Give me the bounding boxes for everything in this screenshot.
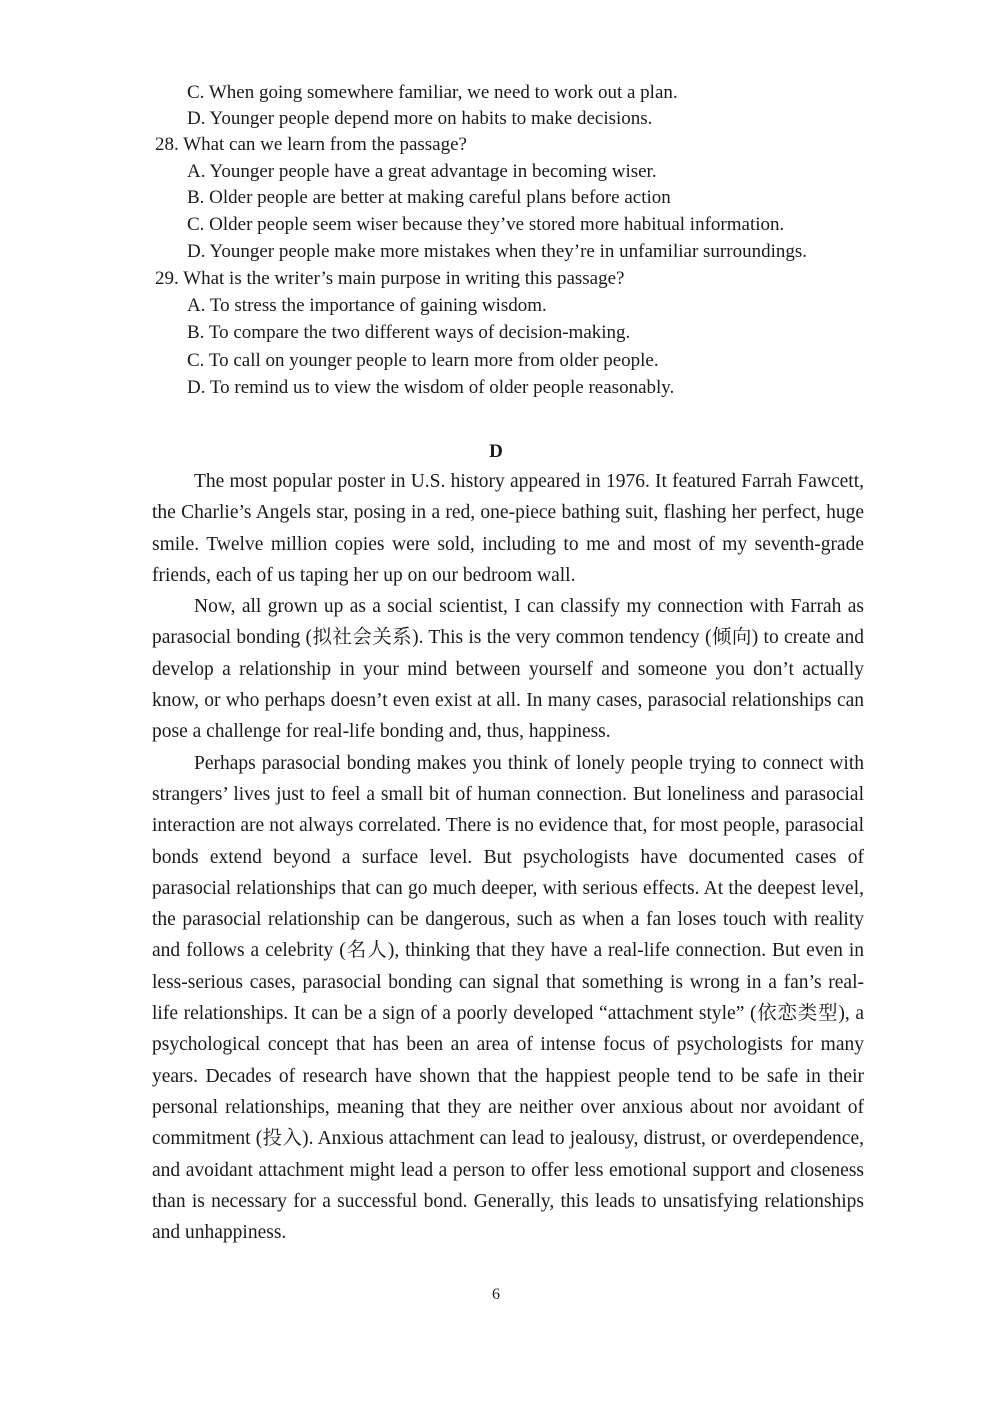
passage-paragraph: The most popular poster in U.S. history appeared in 1976. It featured Farrah Fawcett, the Charlie’s Angels star, posing in a red, one-piece bathing suit, flashing her perfect, huge smile. Twelve million copies were sold, including to me and most of my seventh-grade friends, each of us taping her up on our bedroom wall.	[152, 471, 864, 586]
q28-option-a: A. Younger people have a great advantage in becoming wiser.	[187, 161, 657, 182]
reading-passage	[152, 466, 864, 1248]
q28-option-d: D. Younger people make more mistakes when they’re in unfamiliar surroundings.	[187, 241, 808, 262]
question-28-stem: 28. What can we learn from the passage?	[155, 134, 467, 155]
q29-option-c: C. To call on younger people to learn more from older people.	[187, 350, 659, 371]
q27-option-d: D. Younger people depend more on habits to make decisions.	[187, 108, 653, 129]
q28-option-b: B. Older people are better at making careful plans before action	[187, 187, 671, 208]
question-29-stem: 29. What is the writer’s main purpose in writing this passage?	[155, 268, 625, 289]
passage-paragraph: Perhaps parasocial bonding makes you think of lonely people trying to connect with strangers’ lives just to feel a small bit of human connection. But loneliness and parasocial interaction are not always correlated. There is no evidence that, for most people, parasocial bonds extend beyond a surface level. But psychologists have documented cases of parasocial relationships that can go much deeper, with serious effects. At the deepest level, the parasocial relationship can be dangerous, such as when a fan loses touch with reality and follows a celebrity (名人), thinking that they have a real-life connection. But even in less-serious cases, parasocial bonding can signal that something is wrong in a fan’s real-life relationships. It can be a sign of a poorly developed “attachment style” (依恋类型), a psychological concept that has been an area of intense focus of psychologists for many years. Decades of research have shown that the happiest people tend to be safe in their personal relationships, meaning that they are neither over anxious about nor avoidant of commitment (投入). Anxious attachment can lead to jealousy, distrust, or overdependence, and avoidant attachment might lead a person to offer less emotional support and closeness than is necessary for a successful bond. Generally, this leads to unsatisfying relationships and unhappiness.	[152, 752, 864, 1244]
section-title: D	[489, 441, 503, 462]
q29-option-a: A. To stress the importance of gaining wisdom.	[187, 295, 547, 316]
q29-option-b: B. To compare the two different ways of decision-making.	[187, 322, 631, 343]
page-number: 6	[492, 1286, 500, 1303]
q28-option-c: C. Older people seem wiser because they’ve stored more habitual information.	[187, 214, 785, 235]
q27-option-c: C. When going somewhere familiar, we need to work out a plan.	[187, 82, 678, 103]
passage-paragraph: Now, all grown up as a social scientist, I can classify my connection with Farrah as parasocial bonding (拟社会关系). This is the very common tendency (倾向) to create and develop a relationship in your mind between yourself and someone you don’t actually know, or who perhaps doesn’t even exist at all. In many cases, parasocial relationships can pose a challenge for real-life bonding and, thus, happiness.	[152, 596, 864, 743]
q29-option-d: D. To remind us to view the wisdom of older people reasonably.	[187, 377, 675, 398]
